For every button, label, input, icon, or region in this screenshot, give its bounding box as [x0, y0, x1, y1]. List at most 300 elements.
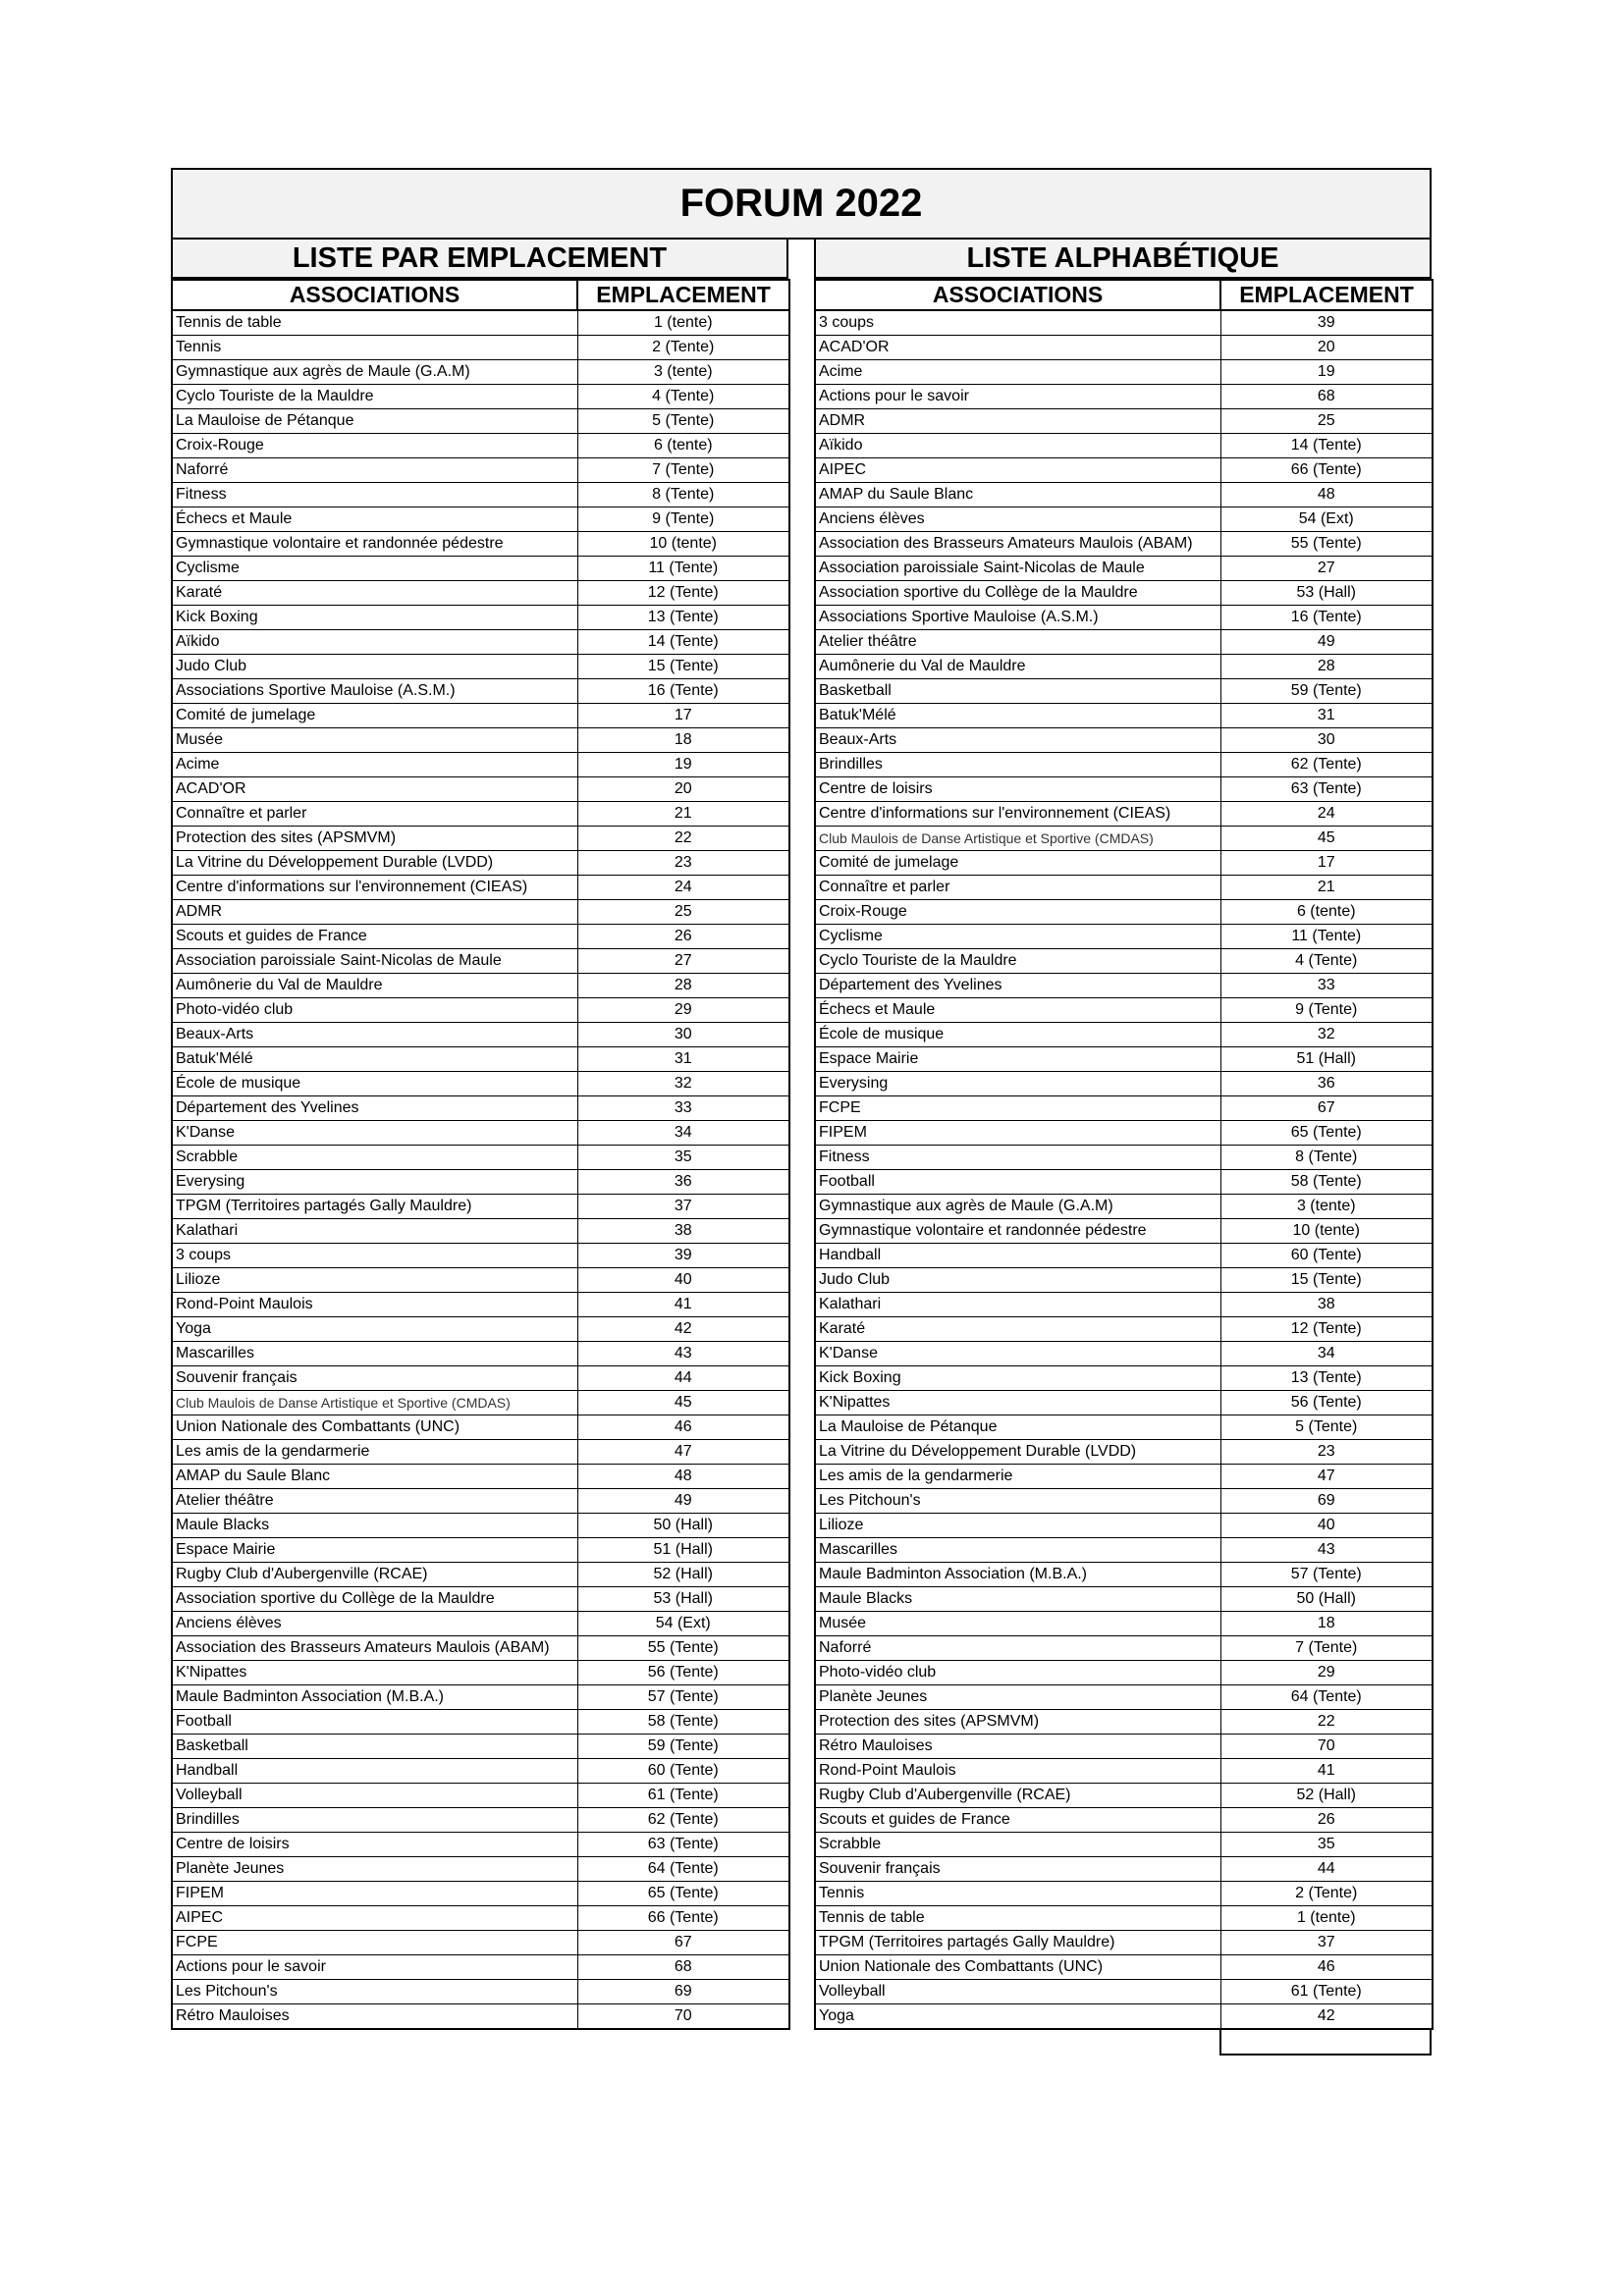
table-row [172, 1072, 789, 1096]
table-row [172, 925, 789, 949]
location-value: 56 (Tente) [577, 1661, 789, 1685]
location-value: 1 (tente) [577, 310, 789, 336]
table-row [172, 1465, 789, 1489]
table-row [815, 581, 1433, 606]
association-name: Scrabble [815, 1833, 1220, 1857]
table-row [172, 606, 789, 630]
location-value: 15 (Tente) [577, 655, 789, 679]
location-value: 36 [577, 1170, 789, 1195]
location-value: 23 [1220, 1440, 1433, 1465]
association-name: Cyclo Touriste de la Mauldre [815, 949, 1220, 974]
table-row [172, 1833, 789, 1857]
table-row [172, 1366, 789, 1391]
association-name: Musée [815, 1612, 1220, 1636]
location-value: 69 [577, 1980, 789, 2004]
association-name: Volleyball [815, 1980, 1220, 2004]
location-value: 57 (Tente) [577, 1685, 789, 1710]
location-value: 37 [577, 1195, 789, 1219]
table-row [815, 1170, 1433, 1195]
table-row [815, 1415, 1433, 1440]
association-name: Planète Jeunes [815, 1685, 1220, 1710]
association-name: Acime [815, 360, 1220, 385]
location-value: 47 [1220, 1465, 1433, 1489]
location-value: 43 [577, 1342, 789, 1366]
table-row [815, 753, 1433, 777]
location-value: 47 [577, 1440, 789, 1465]
table-row [815, 876, 1433, 900]
table-row [172, 1096, 789, 1121]
table-row [172, 409, 789, 434]
association-name: Atelier théâtre [172, 1489, 577, 1514]
table-row [815, 704, 1433, 728]
association-name: FIPEM [172, 1882, 577, 1906]
location-value: 31 [577, 1047, 789, 1072]
table-row [172, 1612, 789, 1636]
table-row [172, 802, 789, 827]
association-name: Échecs et Maule [172, 507, 577, 532]
table-row [815, 606, 1433, 630]
table-row [172, 900, 789, 925]
table-row [172, 728, 789, 753]
location-value: 38 [577, 1219, 789, 1244]
location-value: 27 [1220, 557, 1433, 581]
association-name: Tennis de table [815, 1906, 1220, 1931]
table-row [172, 1440, 789, 1465]
location-value: 44 [1220, 1857, 1433, 1882]
association-name: Yoga [815, 2004, 1220, 2030]
location-value: 69 [1220, 1489, 1433, 1514]
location-value: 35 [577, 1146, 789, 1170]
location-value: 62 (Tente) [577, 1808, 789, 1833]
association-name: Judo Club [815, 1268, 1220, 1293]
location-value: 18 [1220, 1612, 1433, 1636]
association-name: Scrabble [172, 1146, 577, 1170]
association-name: Association des Brasseurs Amateurs Maulois (ABAM) [172, 1636, 577, 1661]
association-name: Association paroissiale Saint-Nicolas de Maule [815, 557, 1220, 581]
association-name: Tennis de table [172, 310, 577, 336]
location-value: 13 (Tente) [1220, 1366, 1433, 1391]
location-value: 39 [1220, 310, 1433, 336]
table-row [815, 1735, 1433, 1759]
association-name: Centre d'informations sur l'environnement (CIEAS) [815, 802, 1220, 827]
table-row [815, 1293, 1433, 1317]
association-name: Les amis de la gendarmerie [815, 1465, 1220, 1489]
location-value: 64 (Tente) [1220, 1685, 1433, 1710]
table-row [172, 1587, 789, 1612]
table-row [172, 336, 789, 360]
left-section-title: LISTE PAR EMPLACEMENT [171, 240, 788, 279]
location-value: 18 [577, 728, 789, 753]
location-value: 40 [577, 1268, 789, 1293]
location-value: 3 (tente) [577, 360, 789, 385]
location-value: 1 (tente) [1220, 1906, 1433, 1931]
association-name: Handball [172, 1759, 577, 1784]
table-row [172, 998, 789, 1023]
association-name: K'Nipattes [172, 1661, 577, 1685]
table-row [815, 630, 1433, 655]
association-name: 3 coups [815, 310, 1220, 336]
association-name: Naforré [172, 458, 577, 483]
association-name: Gymnastique volontaire et randonnée pédestre [815, 1219, 1220, 1244]
right-col-header-associations: ASSOCIATIONS [815, 280, 1220, 310]
association-name: Everysing [172, 1170, 577, 1195]
table-row [815, 1833, 1433, 1857]
location-value: 52 (Hall) [577, 1563, 789, 1587]
association-name: Acime [172, 753, 577, 777]
location-value: 61 (Tente) [1220, 1980, 1433, 2004]
association-name: K'Danse [815, 1342, 1220, 1366]
location-value: 66 (Tente) [577, 1906, 789, 1931]
table-row [815, 1955, 1433, 1980]
association-name: Comité de jumelage [815, 851, 1220, 876]
location-value: 39 [577, 1244, 789, 1268]
location-value: 33 [1220, 974, 1433, 998]
location-value: 16 (Tente) [1220, 606, 1433, 630]
table-row [815, 1759, 1433, 1784]
association-name: Associations Sportive Mauloise (A.S.M.) [815, 606, 1220, 630]
association-name: 3 coups [172, 1244, 577, 1268]
association-name: Croix-Rouge [815, 900, 1220, 925]
table-row [815, 1514, 1433, 1538]
table-row [172, 949, 789, 974]
table-row [172, 1415, 789, 1440]
right-col-header-location: EMPLACEMENT [1220, 280, 1433, 310]
association-name: Actions pour le savoir [172, 1955, 577, 1980]
location-value: 52 (Hall) [1220, 1784, 1433, 1808]
association-name: FIPEM [815, 1121, 1220, 1146]
page-title: FORUM 2022 [171, 168, 1432, 240]
table-row [172, 753, 789, 777]
table-row [815, 1906, 1433, 1931]
table-row [815, 1857, 1433, 1882]
table-row [815, 777, 1433, 802]
location-value: 9 (Tente) [577, 507, 789, 532]
location-value: 9 (Tente) [1220, 998, 1433, 1023]
location-value: 21 [577, 802, 789, 827]
table-row [172, 385, 789, 409]
association-name: Connaître et parler [815, 876, 1220, 900]
association-name: Actions pour le savoir [815, 385, 1220, 409]
location-value: 19 [577, 753, 789, 777]
association-name: Rétro Mauloises [172, 2004, 577, 2030]
association-name: Fitness [815, 1146, 1220, 1170]
table-row [172, 1955, 789, 1980]
table-row [815, 1489, 1433, 1514]
table-row [172, 1170, 789, 1195]
location-value: 12 (Tente) [1220, 1317, 1433, 1342]
location-value: 14 (Tente) [577, 630, 789, 655]
association-name: Protection des sites (APSMVM) [172, 827, 577, 851]
association-name: Association paroissiale Saint-Nicolas de Maule [172, 949, 577, 974]
location-value: 43 [1220, 1538, 1433, 1563]
location-value: 55 (Tente) [577, 1636, 789, 1661]
location-value: 45 [577, 1391, 789, 1415]
association-name: Maule Blacks [815, 1587, 1220, 1612]
association-name: Club Maulois de Danse Artistique et Sportive (CMDAS) [172, 1391, 577, 1415]
location-value: 42 [1220, 2004, 1433, 2030]
table-row [172, 1685, 789, 1710]
table-row [172, 1121, 789, 1146]
table-row [815, 1612, 1433, 1636]
location-value: 10 (tente) [577, 532, 789, 557]
table-row [172, 876, 789, 900]
association-name: Protection des sites (APSMVM) [815, 1710, 1220, 1735]
table-row [815, 949, 1433, 974]
location-value: 54 (Ext) [1220, 507, 1433, 532]
location-value: 41 [1220, 1759, 1433, 1784]
location-value: 53 (Hall) [577, 1587, 789, 1612]
table-row [815, 1931, 1433, 1955]
location-value: 58 (Tente) [1220, 1170, 1433, 1195]
table-row [815, 458, 1433, 483]
association-name: Croix-Rouge [172, 434, 577, 458]
table-row [815, 802, 1433, 827]
location-value: 25 [1220, 409, 1433, 434]
location-value: 56 (Tente) [1220, 1391, 1433, 1415]
association-name: La Mauloise de Pétanque [172, 409, 577, 434]
table-row [172, 1538, 789, 1563]
location-value: 29 [577, 998, 789, 1023]
table-row [172, 655, 789, 679]
table-row [172, 1563, 789, 1587]
association-name: Département des Yvelines [815, 974, 1220, 998]
location-value: 17 [577, 704, 789, 728]
location-value: 66 (Tente) [1220, 458, 1433, 483]
association-name: Karaté [815, 1317, 1220, 1342]
association-name: Centre de loisirs [815, 777, 1220, 802]
association-name: Gymnastique aux agrès de Maule (G.A.M) [172, 360, 577, 385]
table-row [172, 483, 789, 507]
location-value: 65 (Tente) [1220, 1121, 1433, 1146]
association-name: Kick Boxing [172, 606, 577, 630]
table-row [815, 557, 1433, 581]
table-row [172, 1882, 789, 1906]
location-value: 7 (Tente) [577, 458, 789, 483]
association-name: K'Danse [172, 1121, 577, 1146]
association-name: École de musique [815, 1023, 1220, 1047]
association-name: Échecs et Maule [815, 998, 1220, 1023]
location-value: 30 [1220, 728, 1433, 753]
location-value: 12 (Tente) [577, 581, 789, 606]
location-value: 40 [1220, 1514, 1433, 1538]
location-value: 35 [1220, 1833, 1433, 1857]
list-by-location [171, 240, 788, 2030]
location-value: 59 (Tente) [1220, 679, 1433, 704]
table-row [815, 532, 1433, 557]
association-name: Aumônerie du Val de Mauldre [172, 974, 577, 998]
table-row [815, 1661, 1433, 1685]
location-value: 61 (Tente) [577, 1784, 789, 1808]
location-value: 2 (Tente) [1220, 1882, 1433, 1906]
location-value: 28 [577, 974, 789, 998]
association-name: La Mauloise de Pétanque [815, 1415, 1220, 1440]
location-value: 34 [1220, 1342, 1433, 1366]
location-value: 31 [1220, 704, 1433, 728]
association-name: Basketball [815, 679, 1220, 704]
location-value: 21 [1220, 876, 1433, 900]
table-row [815, 679, 1433, 704]
location-value: 14 (Tente) [1220, 434, 1433, 458]
association-name: Yoga [172, 1317, 577, 1342]
association-name: Club Maulois de Danse Artistique et Sportive (CMDAS) [815, 827, 1220, 851]
table-row [172, 1735, 789, 1759]
table-row [172, 1342, 789, 1366]
table-row [815, 1096, 1433, 1121]
association-name: Photo-vidéo club [815, 1661, 1220, 1685]
table-row [172, 777, 789, 802]
location-value: 68 [577, 1955, 789, 1980]
table-row [815, 998, 1433, 1023]
association-name: Les amis de la gendarmerie [172, 1440, 577, 1465]
location-value: 2 (Tente) [577, 336, 789, 360]
location-value: 36 [1220, 1072, 1433, 1096]
table-row [815, 385, 1433, 409]
location-value: 25 [577, 900, 789, 925]
location-value: 70 [577, 2004, 789, 2030]
location-value: 50 (Hall) [577, 1514, 789, 1538]
location-value: 3 (tente) [1220, 1195, 1433, 1219]
association-name: ADMR [815, 409, 1220, 434]
association-name: Tennis [815, 1882, 1220, 1906]
association-name: Centre de loisirs [172, 1833, 577, 1857]
association-name: Rétro Mauloises [815, 1735, 1220, 1759]
table-row [172, 1661, 789, 1685]
association-name: Judo Club [172, 655, 577, 679]
location-value: 46 [1220, 1955, 1433, 1980]
table-row [172, 310, 789, 336]
location-value: 37 [1220, 1931, 1433, 1955]
table-row [815, 1440, 1433, 1465]
table-row [172, 1268, 789, 1293]
table-row [172, 1759, 789, 1784]
association-name: Aumônerie du Val de Mauldre [815, 655, 1220, 679]
association-name: Scouts et guides de France [815, 1808, 1220, 1833]
table-row [172, 1023, 789, 1047]
association-name: Kick Boxing [815, 1366, 1220, 1391]
table-row [815, 1146, 1433, 1170]
association-name: Espace Mairie [172, 1538, 577, 1563]
table-row [815, 1072, 1433, 1096]
location-value: 8 (Tente) [577, 483, 789, 507]
location-value: 33 [577, 1096, 789, 1121]
association-name: Photo-vidéo club [172, 998, 577, 1023]
table-row [172, 1047, 789, 1072]
location-value: 63 (Tente) [577, 1833, 789, 1857]
table-row [815, 1366, 1433, 1391]
location-value: 11 (Tente) [1220, 925, 1433, 949]
association-name: Anciens élèves [172, 1612, 577, 1636]
table-row [815, 434, 1433, 458]
location-value: 29 [1220, 1661, 1433, 1685]
table-row [172, 974, 789, 998]
association-name: Association sportive du Collège de la Mauldre [815, 581, 1220, 606]
location-value: 54 (Ext) [577, 1612, 789, 1636]
table-row [815, 1047, 1433, 1072]
association-name: Atelier théâtre [815, 630, 1220, 655]
location-value: 57 (Tente) [1220, 1563, 1433, 1587]
location-value: 49 [1220, 630, 1433, 655]
association-name: AIPEC [172, 1906, 577, 1931]
association-name: Football [815, 1170, 1220, 1195]
table-row [172, 1244, 789, 1268]
table-row [172, 1906, 789, 1931]
location-value: 48 [577, 1465, 789, 1489]
table-row [172, 1489, 789, 1514]
table-row [172, 458, 789, 483]
association-name: Naforré [815, 1636, 1220, 1661]
association-name: Cyclisme [172, 557, 577, 581]
table-row [172, 704, 789, 728]
location-value: 15 (Tente) [1220, 1268, 1433, 1293]
table-row [815, 1980, 1433, 2004]
table-row [815, 1563, 1433, 1587]
table-row [815, 1465, 1433, 1489]
association-name: Cyclo Touriste de la Mauldre [172, 385, 577, 409]
location-value: 62 (Tente) [1220, 753, 1433, 777]
association-name: Mascarilles [815, 1538, 1220, 1563]
association-name: Rond-Point Maulois [815, 1759, 1220, 1784]
association-name: Lilioze [815, 1514, 1220, 1538]
location-value: 41 [577, 1293, 789, 1317]
location-value: 24 [1220, 802, 1433, 827]
forum-sheet [171, 168, 1432, 2056]
table-row [815, 1023, 1433, 1047]
association-name: Musée [172, 728, 577, 753]
association-name: Centre d'informations sur l'environnement (CIEAS) [172, 876, 577, 900]
table-row [815, 1587, 1433, 1612]
location-value: 50 (Hall) [1220, 1587, 1433, 1612]
association-name: Beaux-Arts [815, 728, 1220, 753]
location-value: 63 (Tente) [1220, 777, 1433, 802]
table-row [172, 360, 789, 385]
association-name: K'Nipattes [815, 1391, 1220, 1415]
location-value: 55 (Tente) [1220, 532, 1433, 557]
location-value: 16 (Tente) [577, 679, 789, 704]
association-name: Tennis [172, 336, 577, 360]
association-name: Connaître et parler [172, 802, 577, 827]
location-value: 26 [577, 925, 789, 949]
location-value: 5 (Tente) [577, 409, 789, 434]
table-row [815, 1268, 1433, 1293]
right-section-title: LISTE ALPHABÉTIQUE [814, 240, 1432, 279]
location-value: 6 (tente) [1220, 900, 1433, 925]
association-name: Batuk'Mélé [172, 1047, 577, 1072]
table-row [815, 1244, 1433, 1268]
location-value: 4 (Tente) [577, 385, 789, 409]
location-value: 5 (Tente) [1220, 1415, 1433, 1440]
association-name: Maule Blacks [172, 1514, 577, 1538]
table-row [172, 827, 789, 851]
association-name: Volleyball [172, 1784, 577, 1808]
table-row [172, 1391, 789, 1415]
table-row [815, 483, 1433, 507]
association-name: Maule Badminton Association (M.B.A.) [172, 1685, 577, 1710]
association-name: École de musique [172, 1072, 577, 1096]
association-name: Karaté [172, 581, 577, 606]
association-name: Brindilles [815, 753, 1220, 777]
table-row [172, 1317, 789, 1342]
table-row [815, 1121, 1433, 1146]
association-name: Les Pitchoun's [172, 1980, 577, 2004]
table-row [815, 728, 1433, 753]
left-col-header-associations: ASSOCIATIONS [172, 280, 577, 310]
location-value: 70 [1220, 1735, 1433, 1759]
table-row [172, 507, 789, 532]
association-name: Rugby Club d'Aubergenville (RCAE) [815, 1784, 1220, 1808]
association-name: Kalathari [172, 1219, 577, 1244]
table-row [815, 1219, 1433, 1244]
location-value: 6 (tente) [577, 434, 789, 458]
